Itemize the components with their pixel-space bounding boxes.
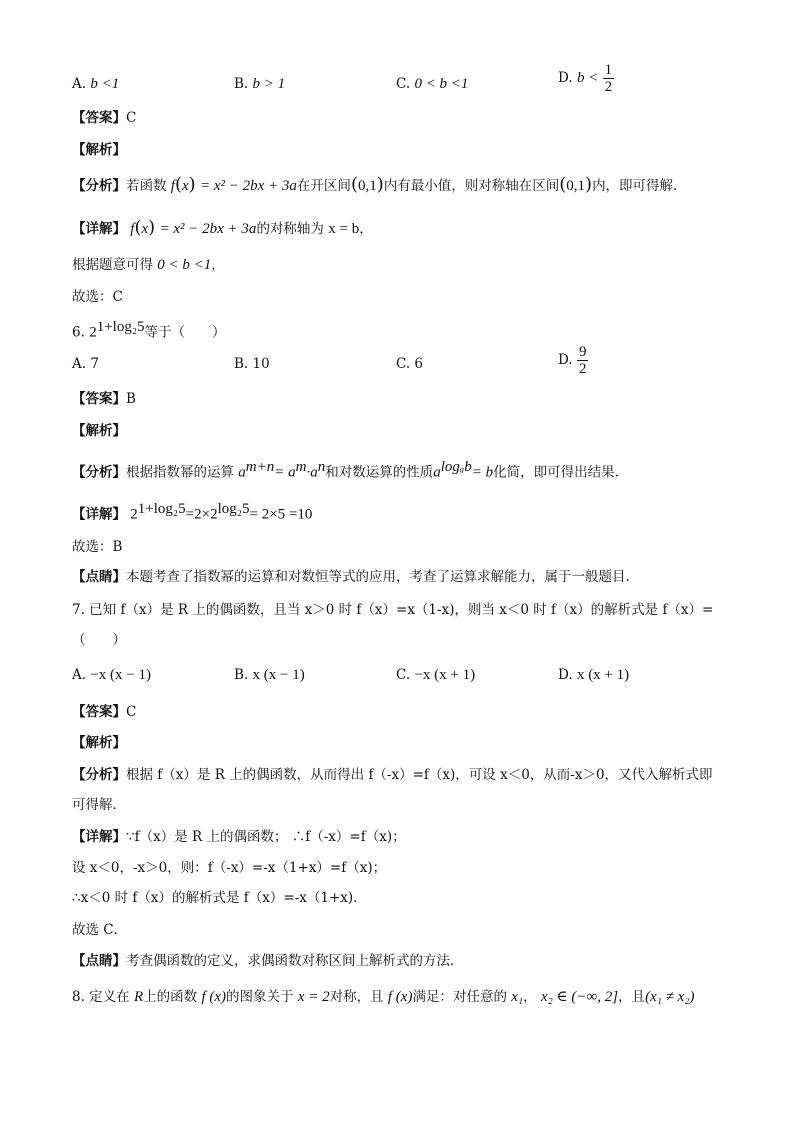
fraction bbox=[577, 344, 589, 377]
q6-option-a bbox=[72, 355, 99, 373]
math: x₂ ∈ (−∞, 2] bbox=[540, 989, 619, 1005]
text: 本题考查了指数幂的运算和对数恒等式的应用，考查了运算求解能力，属于一般题目. bbox=[126, 569, 630, 585]
text: ∴x＜0 时 f（x）的解析式是 f（x）=-x（1+x)． bbox=[72, 890, 367, 906]
math: 0 < b <1 bbox=[157, 257, 212, 273]
math-exponent: log₂5 bbox=[217, 501, 250, 517]
fraction-denominator: 2 bbox=[578, 361, 587, 377]
q6-option-b bbox=[234, 355, 270, 373]
text: 在开区间 bbox=[296, 178, 351, 194]
q5-detail: 【详解】 f(x) = x² − 2bx + 3a的对称轴为 x = b， bbox=[72, 217, 373, 238]
option-label: B. bbox=[234, 76, 249, 92]
math: a bbox=[238, 464, 246, 481]
answer-tag: 【答案】 bbox=[72, 110, 126, 126]
text: 若函数 bbox=[126, 178, 167, 194]
detail-tag: 【详解】 bbox=[72, 506, 126, 523]
question-number: 6. bbox=[72, 324, 85, 341]
option-text: C. 6 bbox=[396, 356, 424, 372]
analysis-tag: 【解析】 bbox=[72, 423, 126, 439]
q7-detail-line3 bbox=[72, 889, 367, 907]
option-math: b > 1 bbox=[252, 76, 286, 92]
option-label: D. bbox=[558, 352, 573, 368]
text: 满足：对任意的 bbox=[412, 989, 507, 1005]
math: =2×2 bbox=[185, 506, 218, 523]
math: x = 2 bbox=[297, 989, 330, 1005]
answer-tag: 【答案】 bbox=[72, 391, 126, 407]
option-label: A. bbox=[72, 667, 87, 683]
q5-choose bbox=[72, 288, 123, 306]
option-label: C. bbox=[396, 667, 411, 683]
q6-comment bbox=[72, 568, 630, 586]
text: 故选 C． bbox=[72, 922, 128, 938]
math-exponent: n bbox=[317, 459, 326, 475]
q6-stem bbox=[72, 318, 226, 342]
analysis-tag: 【解析】 bbox=[72, 142, 126, 158]
q6-answer bbox=[72, 390, 136, 408]
text: 7. 已知 f（x）是 R 上的偶函数，且当 x＞0 时 f（x）=x（1-x)，则当 x＜0 时 f（x）的解析式是 f（x）= bbox=[72, 602, 714, 618]
analysis-tag: 【解析】 bbox=[72, 735, 126, 751]
q6-fenxi bbox=[72, 458, 619, 482]
text: 8. 定义在 bbox=[72, 989, 130, 1005]
text: 和对数运算的性质 bbox=[325, 464, 434, 481]
option-text: A. 7 bbox=[72, 356, 99, 372]
math: f bbox=[170, 178, 175, 194]
math: = x² − 2bx + 3a bbox=[159, 221, 257, 237]
option-math: x (x − 1) bbox=[252, 667, 305, 683]
q7-fenxi-line2 bbox=[72, 796, 126, 814]
q7-answer bbox=[72, 703, 136, 721]
text: 可得解． bbox=[72, 797, 126, 813]
math: f (x) bbox=[201, 989, 227, 1005]
math-exponent: 1+log₂5 bbox=[137, 501, 186, 517]
text: 考查偶函数的定义，求偶函数对称区间上解析式的方法． bbox=[126, 953, 464, 969]
fenxi-tag: 【分析】 bbox=[72, 464, 126, 481]
q7-option-d bbox=[558, 666, 629, 684]
q7-option-b bbox=[234, 666, 305, 684]
fraction bbox=[603, 62, 615, 95]
fenxi-tag: 【分析】 bbox=[72, 178, 126, 194]
math: ·a bbox=[306, 464, 318, 481]
text: 的图象关于 bbox=[226, 989, 294, 1005]
q5-option-c bbox=[396, 75, 468, 93]
math: x bbox=[182, 178, 189, 194]
q7-detail-line1 bbox=[72, 828, 406, 846]
q7-detail-line2 bbox=[72, 859, 386, 877]
math-exponent: 1+log₂5 bbox=[96, 319, 145, 335]
option-label: A. bbox=[72, 76, 87, 92]
q7-choose bbox=[72, 921, 127, 939]
text: 根据题意可得 bbox=[72, 257, 153, 273]
q5-answer bbox=[72, 109, 136, 127]
option-math: b <1 bbox=[90, 76, 120, 92]
q7-fenxi-line1 bbox=[72, 766, 713, 784]
text: ， bbox=[523, 989, 537, 1005]
math: a bbox=[433, 464, 441, 481]
q5-fenxi: 【分析】若函数 f(x) = x² − 2bx + 3a在开区间(0,1)内有最小值，则对称轴在区间(0,1)内，即可得解. bbox=[72, 174, 678, 195]
q7-analysis-tag bbox=[72, 734, 126, 752]
q6-choose bbox=[72, 538, 122, 556]
fraction-numerator: 1 bbox=[604, 62, 613, 78]
q5-option-d bbox=[558, 62, 614, 95]
answer-value: C bbox=[126, 704, 137, 720]
detail-tag: 【详解】 bbox=[72, 829, 126, 845]
math: = a bbox=[274, 464, 296, 481]
math: 0,1 bbox=[357, 178, 377, 194]
option-math: x (x + 1) bbox=[576, 667, 630, 683]
comment-tag: 【点睛】 bbox=[72, 569, 126, 585]
q6-option-d bbox=[558, 344, 588, 377]
option-math: −x (x + 1) bbox=[414, 667, 476, 683]
option-label: D. bbox=[558, 667, 573, 683]
q5-line3 bbox=[72, 256, 225, 274]
math: 2 bbox=[89, 324, 97, 341]
math: (x₁ ≠ x₂) bbox=[645, 989, 695, 1005]
option-math: b < bbox=[576, 70, 599, 86]
fraction-denominator: 2 bbox=[604, 79, 613, 95]
math: = 2×5 =10 bbox=[249, 506, 313, 523]
option-text: B. 10 bbox=[234, 356, 270, 372]
option-label: D. bbox=[558, 70, 573, 86]
q6-analysis-tag bbox=[72, 422, 126, 440]
q7-option-a bbox=[72, 666, 151, 684]
math-exponent: m bbox=[295, 459, 307, 475]
answer-value: C bbox=[126, 110, 137, 126]
text: 根据 f（x）是 R 上的偶函数，从而得出 f（-x）=f（x)，可设 x＜0，从而-x＞0，又代入解析式即 bbox=[126, 767, 713, 783]
text: 等于（ ） bbox=[144, 324, 226, 341]
math: x = b bbox=[328, 221, 360, 237]
q7-stem-line2 bbox=[72, 631, 126, 649]
math: x bbox=[141, 221, 149, 237]
detail-tag: 【详解】 bbox=[72, 221, 126, 237]
q7-stem-line1 bbox=[72, 601, 713, 619]
math: 0,1 bbox=[566, 178, 586, 194]
option-math: −x (x − 1) bbox=[90, 667, 152, 683]
q5-analysis-tag bbox=[72, 141, 126, 159]
option-label: B. bbox=[234, 667, 249, 683]
math: = b bbox=[471, 464, 494, 481]
text: 内有最小值，则对称轴在区间 bbox=[383, 178, 560, 194]
text: ，且 bbox=[618, 989, 646, 1005]
fenxi-tag: 【分析】 bbox=[72, 767, 126, 783]
answer-value: B bbox=[126, 391, 136, 407]
math: = x² − 2bx + 3a bbox=[200, 178, 297, 194]
text: ， bbox=[211, 257, 225, 273]
q7-option-c bbox=[396, 666, 475, 684]
option-label: C. bbox=[396, 76, 411, 92]
q5-option-b bbox=[234, 75, 285, 93]
text: 化简，即可得出结果. bbox=[493, 464, 619, 481]
answer-tag: 【答案】 bbox=[72, 704, 126, 720]
text: 上的函数 bbox=[143, 989, 198, 1005]
text: ∵f（x）是 R 上的偶函数； ∴f（-x）=f（x)； bbox=[126, 829, 406, 845]
text: 的对称轴为 bbox=[256, 221, 324, 237]
math: x₁ bbox=[511, 989, 524, 1005]
text: ， bbox=[359, 221, 373, 237]
math-exponent: logₐb bbox=[440, 459, 472, 475]
text: 根据指数幂的运算 bbox=[126, 464, 234, 481]
math: f (x) bbox=[387, 989, 413, 1005]
text: （ ） bbox=[72, 632, 126, 648]
q5-option-a bbox=[72, 75, 119, 93]
q6-option-c bbox=[396, 355, 423, 373]
math: f bbox=[130, 221, 135, 237]
option-math: 0 < b <1 bbox=[414, 76, 469, 92]
q6-detail bbox=[72, 500, 312, 524]
q8-stem bbox=[72, 988, 695, 1006]
fraction-numerator: 9 bbox=[578, 344, 587, 360]
math: 2 bbox=[130, 506, 138, 523]
text: 对称，且 bbox=[329, 989, 384, 1005]
math-exponent: m+n bbox=[245, 459, 275, 475]
math: R bbox=[133, 989, 144, 1005]
text: 内，即可得解. bbox=[592, 178, 678, 194]
text: 设 x＜0，-x＞0，则：f（-x）=-x（1+x）=f（x)； bbox=[72, 860, 387, 876]
text: 故选：C bbox=[72, 289, 123, 305]
comment-tag: 【点睛】 bbox=[72, 953, 126, 969]
q7-comment bbox=[72, 952, 464, 970]
text: 故选：B bbox=[72, 539, 123, 555]
